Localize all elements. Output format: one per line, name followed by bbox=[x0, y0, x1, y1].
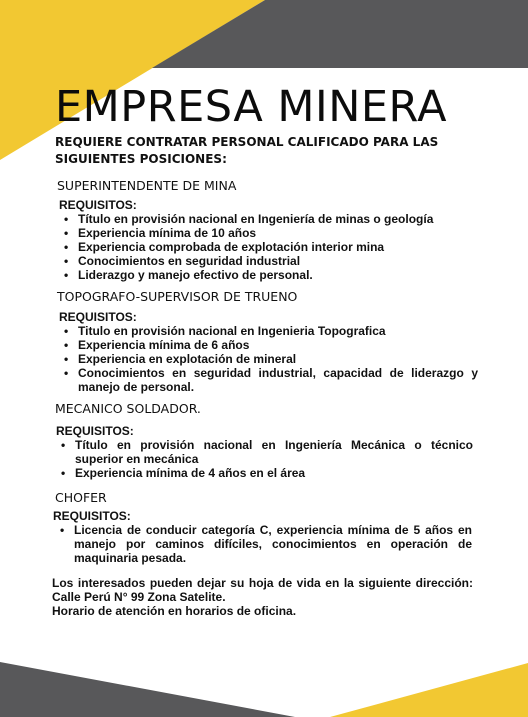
bullet-icon: • bbox=[64, 226, 69, 240]
list-item: • Licencia de conducir categoría C, experiencia mínima de 5 años en manejo por caminos difíciles, conocimientos en operación de maquinaria pesada. bbox=[60, 523, 472, 565]
position-title-superintendente: SUPERINTENDENTE DE MINA bbox=[57, 178, 237, 193]
requirements-label: REQUISITOS: bbox=[59, 310, 137, 324]
contact-info bbox=[52, 576, 473, 618]
list-item: • Titulo en provisión nacional en Ingenieria Topografica bbox=[64, 324, 386, 338]
bullet-icon: • bbox=[61, 466, 66, 480]
bullet-icon: • bbox=[64, 240, 69, 254]
requirements-label: REQUISITOS: bbox=[56, 424, 134, 438]
list-item: • Conocimientos en seguridad industrial, capacidad de liderazgo y manejo de personal. bbox=[64, 366, 478, 394]
bullet-icon: • bbox=[64, 338, 69, 352]
position-title-mecanico: MECANICO SOLDADOR. bbox=[55, 401, 201, 416]
bullet-icon: • bbox=[64, 254, 69, 268]
list-item: • Experiencia mínima de 6 años bbox=[64, 338, 250, 352]
list-item: • Conocimientos en seguridad industrial bbox=[64, 254, 301, 268]
bullet-icon: • bbox=[64, 268, 69, 282]
position-title-chofer: CHOFER bbox=[55, 490, 107, 505]
bullet-icon: • bbox=[64, 324, 69, 338]
list-item: • Experiencia comprobada de explotación interior mina bbox=[64, 240, 385, 254]
requirements-list bbox=[56, 523, 472, 565]
bottom-left-gray-shape bbox=[0, 662, 295, 717]
requirements-label: REQUISITOS: bbox=[59, 198, 137, 212]
bullet-icon: • bbox=[61, 438, 66, 452]
requirements-list bbox=[60, 324, 478, 394]
contact-address: Los interesados pueden dejar su hoja de vida en la siguiente dirección: Calle Perú N° 99 Zona Satelite. bbox=[52, 576, 473, 604]
contact-hours: Horario de atención en horarios de oficina. bbox=[52, 604, 297, 618]
list-item: • Título en provisión nacional en Ingeniería Mecánica o técnico superior en mecánica bbox=[61, 438, 473, 466]
bullet-icon: • bbox=[60, 523, 65, 537]
list-item: • Título en provisión nacional en Ingeniería de minas o geología bbox=[64, 212, 434, 226]
list-item: • Experiencia en explotación de mineral bbox=[64, 352, 297, 366]
bullet-icon: • bbox=[64, 352, 69, 366]
bottom-right-yellow-shape bbox=[330, 663, 528, 717]
intro-text: REQUIERE CONTRATAR PERSONAL CALIFICADO PARA LAS SIGUIENTES POSICIONES: bbox=[55, 135, 439, 166]
page-title: EMPRESA MINERA bbox=[55, 82, 448, 132]
list-item: • Experiencia mínima de 4 años en el área bbox=[61, 466, 306, 480]
requirements-label: REQUISITOS: bbox=[53, 509, 131, 523]
list-item: • Experiencia mínima de 10 años bbox=[64, 226, 257, 240]
bullet-icon: • bbox=[64, 366, 69, 380]
bullet-icon: • bbox=[64, 212, 69, 226]
list-item: • Liderazgo y manejo efectivo de personal. bbox=[64, 268, 313, 282]
position-title-topografo: TOPOGRAFO-SUPERVISOR DE TRUENO bbox=[57, 289, 298, 304]
requirements-list bbox=[57, 438, 473, 480]
requirements-list bbox=[60, 212, 480, 282]
